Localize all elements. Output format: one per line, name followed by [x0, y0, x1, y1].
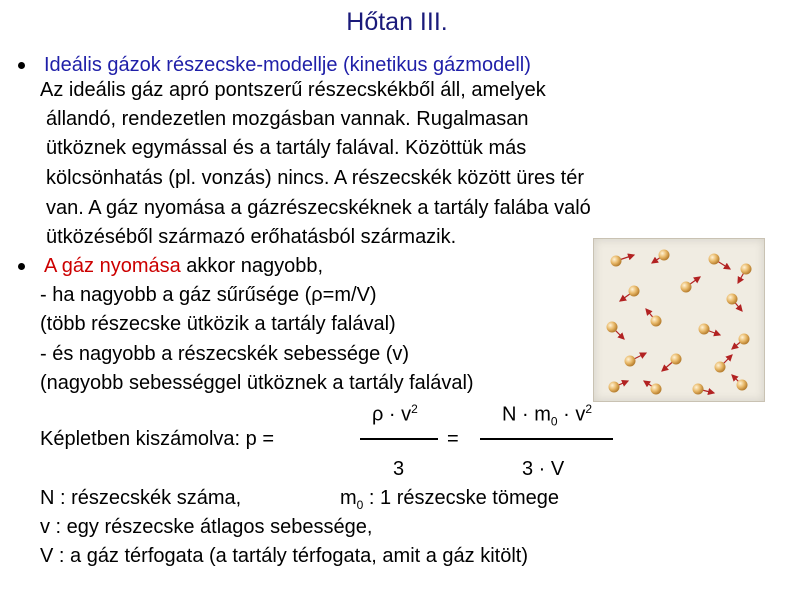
gas-particle — [741, 264, 752, 275]
bullet1-line-2: állandó, rendezetlen mozgásban vannak. Rugalmasan — [46, 108, 529, 130]
formula-denominator-2: 3 · V — [522, 458, 565, 480]
gas-particles-illustration — [593, 238, 765, 402]
gas-particle — [739, 334, 750, 345]
bullet2-heading — [44, 255, 323, 278]
gas-particle — [699, 324, 710, 335]
formula-denominator-1: 3 — [393, 458, 405, 480]
gas-particle — [607, 322, 618, 333]
particles-svg — [594, 239, 764, 401]
gas-particle — [715, 362, 726, 373]
legend-volume: V : a gáz térfogata (a tartály térfogata, amit a gáz kitölt) — [40, 545, 529, 567]
gas-particle — [651, 316, 662, 327]
legend-v: v : egy részecske átlagos sebessége, — [40, 516, 373, 538]
bullet2-line-2: (több részecske ütközik a tartály falával) — [40, 313, 396, 335]
bullet1-line-6: ütközéséből származó erőhatásból származik. — [46, 226, 457, 248]
gas-particle — [737, 380, 748, 391]
bullet-dot-2 — [18, 263, 25, 270]
fraction-bar-1 — [360, 438, 438, 440]
gas-particle — [681, 282, 692, 293]
bullet1-heading: Ideális gázok részecske-modellje (kinetikus gázmodell) — [44, 54, 531, 76]
gas-particle — [629, 286, 640, 297]
bullet1-line-5: van. A gáz nyomása a gázrészecskéknek a tartály falába való — [46, 197, 591, 219]
gas-particle — [611, 256, 622, 267]
formula-numerator-2: $N \cdot m_0 \cdot v^2$ — [502, 402, 593, 429]
bullet1-line-4: kölcsönhatás (pl. vonzás) nincs. A részecskék között üres tér — [46, 167, 585, 189]
gas-particle — [671, 354, 682, 365]
bullet1-line-3: ütköznek egymással és a tartály falával. Közöttük más — [46, 137, 527, 159]
gas-particle — [609, 382, 620, 393]
page-title: Hőtan III. — [346, 8, 448, 36]
gas-particle — [651, 384, 662, 395]
bullet1-line-1: Az ideális gáz apró pontszerű részecskékből áll, amelyek — [40, 79, 546, 101]
formula-prefix: Képletben kiszámolva: p = — [40, 428, 275, 450]
gas-particle — [727, 294, 738, 305]
bullet2-line-3: - és nagyobb a részecskék sebessége (v) — [40, 343, 410, 365]
legend-m0: $m_0$ : 1 részecske tömege — [340, 487, 560, 512]
legend-n: N : részecskék száma, — [40, 487, 242, 509]
gas-particle — [709, 254, 720, 265]
gas-particle — [625, 356, 636, 367]
gas-particle — [693, 384, 704, 395]
gas-particle — [659, 250, 670, 261]
fraction-bar-2 — [480, 438, 613, 440]
bullet2-line-1: - ha nagyobb a gáz sűrűsége (ρ=m/V) — [40, 284, 377, 306]
formula-equals: = — [447, 428, 459, 450]
bullet2-rest: akkor nagyobb, — [180, 255, 324, 277]
pressure-highlight: A gáz nyomása — [44, 255, 181, 277]
formula-numerator-1: $\rho \cdot v^2$ — [372, 402, 418, 426]
bullet2-line-4: (nagyobb sebességgel ütköznek a tartály falával) — [40, 372, 474, 394]
bullet-dot-1 — [18, 62, 25, 69]
